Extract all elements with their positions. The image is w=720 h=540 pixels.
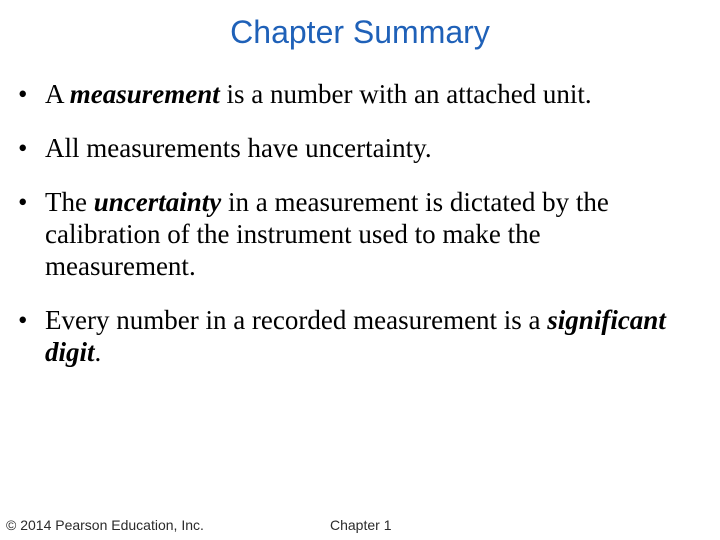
bullet-item-measurement	[18, 78, 698, 110]
footer-copyright: © 2014 Pearson Education, Inc.	[6, 517, 204, 533]
bullet-text-post: in a measurement is dictated by the calibration of the instrument used to make the measurement.	[45, 187, 609, 281]
bullet-text-pre: Every number in a recorded measurement is a	[45, 305, 548, 335]
bullet-text-pre: The	[45, 187, 94, 217]
bullet-dot: •	[18, 305, 28, 335]
bullet-dot: •	[18, 133, 28, 163]
footer-chapter: Chapter 1	[330, 517, 392, 533]
bullet-text-post: .	[94, 337, 102, 367]
bullet-text-pre: A	[45, 79, 70, 109]
bullet-term: significant digit	[45, 305, 666, 367]
bullet-dot: •	[18, 187, 28, 217]
bullet-text-post: is a number with an attached unit.	[219, 79, 592, 109]
bullet-term: measurement	[69, 79, 220, 109]
bullet-term: uncertainty	[93, 187, 222, 217]
bullet-item-uncertainty-all	[18, 132, 698, 164]
bullet-dot: •	[18, 79, 28, 109]
slide-title: Chapter Summary	[230, 14, 490, 50]
bullet-item-significant-digit	[18, 304, 698, 368]
bullet-item-uncertainty	[18, 186, 698, 282]
bullet-text: All measurements have uncertainty.	[45, 133, 432, 163]
bullet-list	[18, 78, 698, 390]
